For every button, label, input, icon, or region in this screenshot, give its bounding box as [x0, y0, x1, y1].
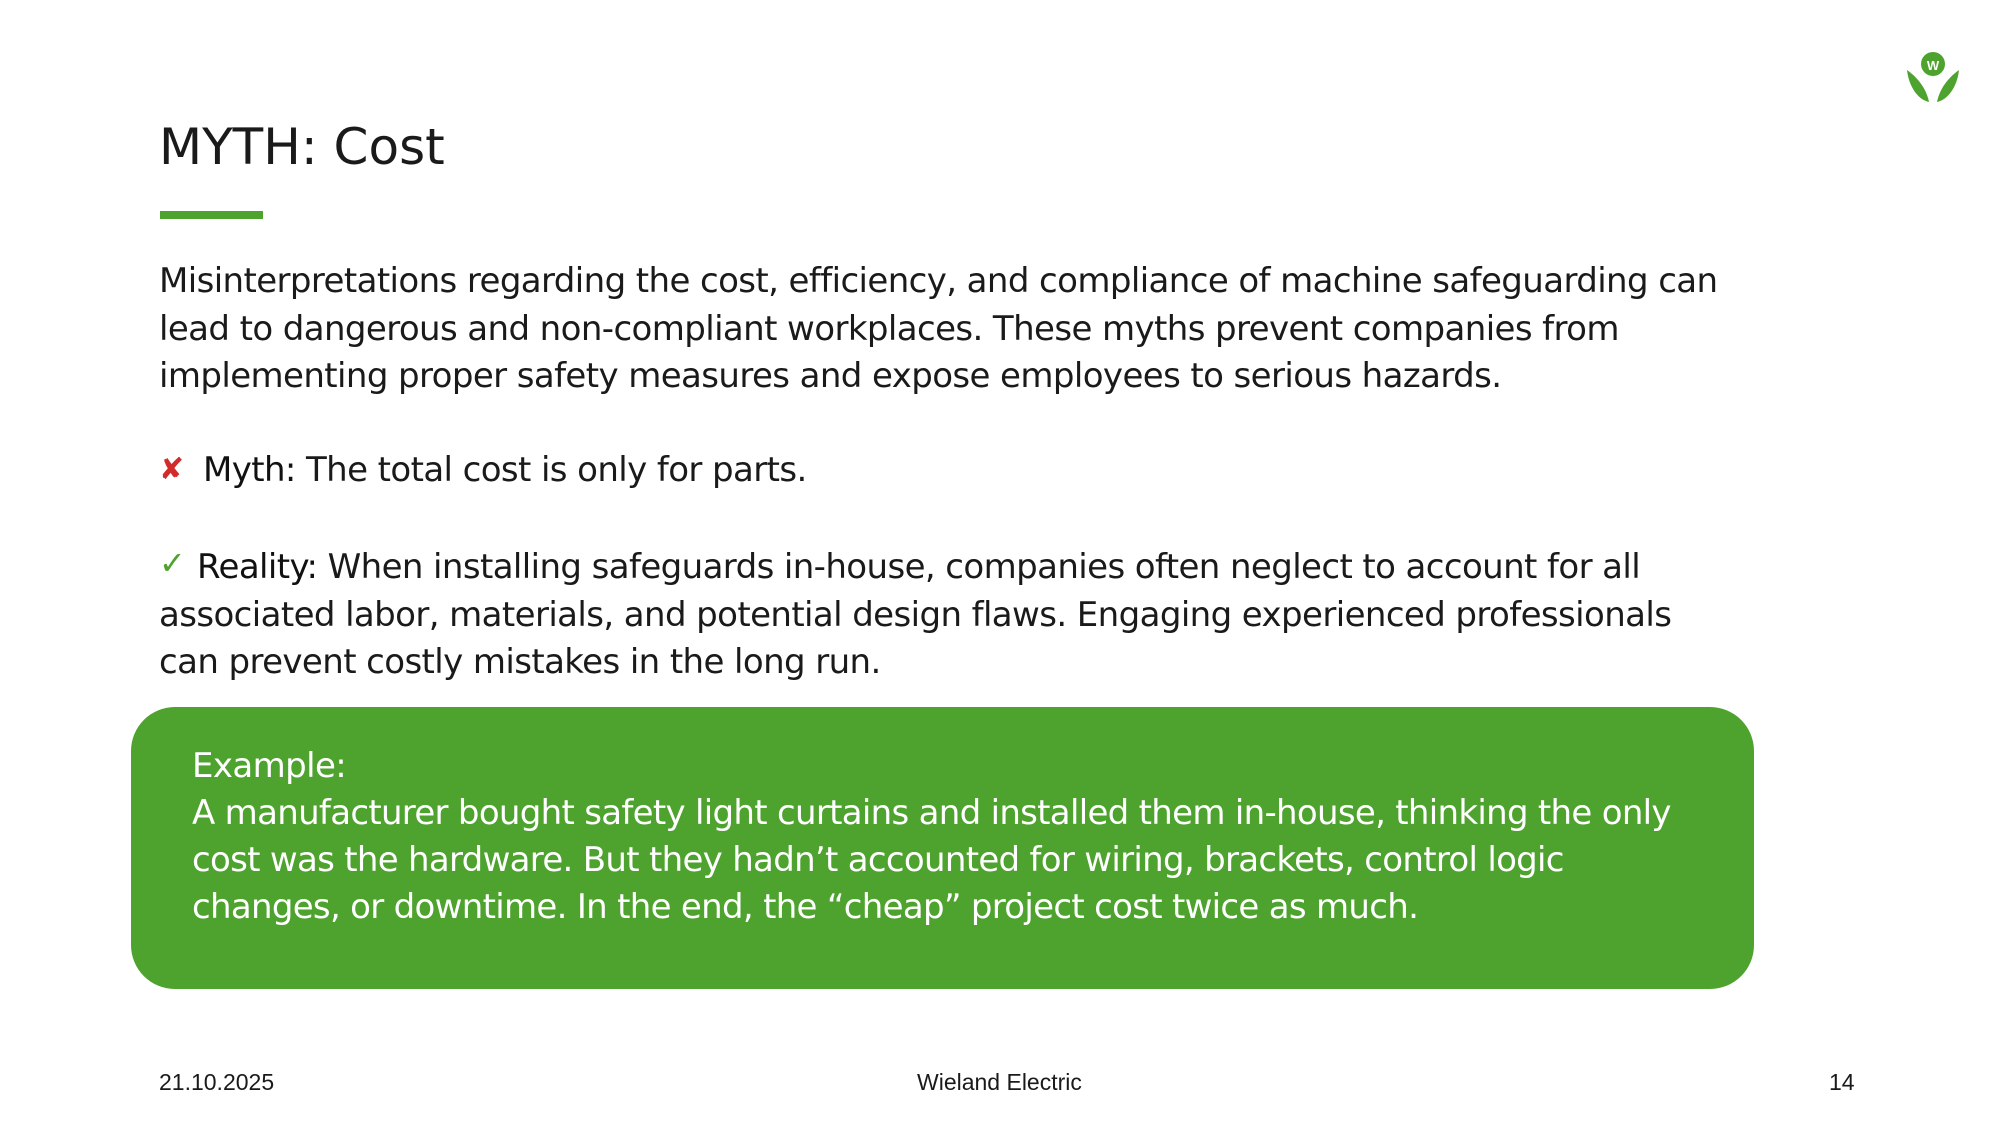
example-text: A manufacturer bought safety light curtains and installed them in-house, thinking the only cost was the hardware. But they hadn’t accounted for wiring, brackets, control logic changes, or downtime. In the end, the “cheap” project cost twice as much.: [192, 793, 1671, 927]
example-callout: [131, 707, 1754, 989]
myth-statement: [159, 446, 807, 495]
cross-icon: ✘: [159, 452, 184, 487]
wieland-logo-icon: [1905, 50, 1961, 106]
reality-statement: [159, 540, 1719, 687]
title-underline: [160, 211, 263, 219]
footer-date: 21.10.2025: [159, 1069, 275, 1095]
page-title: MYTH: Cost: [159, 118, 445, 176]
example-heading: Example:: [192, 746, 347, 786]
myth-text: The total cost is only for parts.: [306, 450, 807, 490]
reality-text: When installing safeguards in-house, companies often neglect to account for all associated labor, materials, and potential design flaws. Engaging experienced professionals can prevent costly mistakes in the long run.: [159, 547, 1672, 682]
intro-paragraph: Misinterpretations regarding the cost, efficiency, and compliance of machine safeguarding can lead to dangerous and non-compliant workplaces. These myths prevent companies from implementing proper safety measures and expose employees to serious hazards.: [159, 261, 1718, 396]
footer-company: Wieland Electric: [917, 1069, 1082, 1095]
footer-page-number: 14: [1829, 1069, 1855, 1095]
reality-label: Reality:: [197, 547, 318, 587]
myth-label: Myth:: [203, 450, 296, 490]
check-icon: ✓: [159, 544, 186, 582]
logo-letter: W: [1926, 58, 1940, 73]
